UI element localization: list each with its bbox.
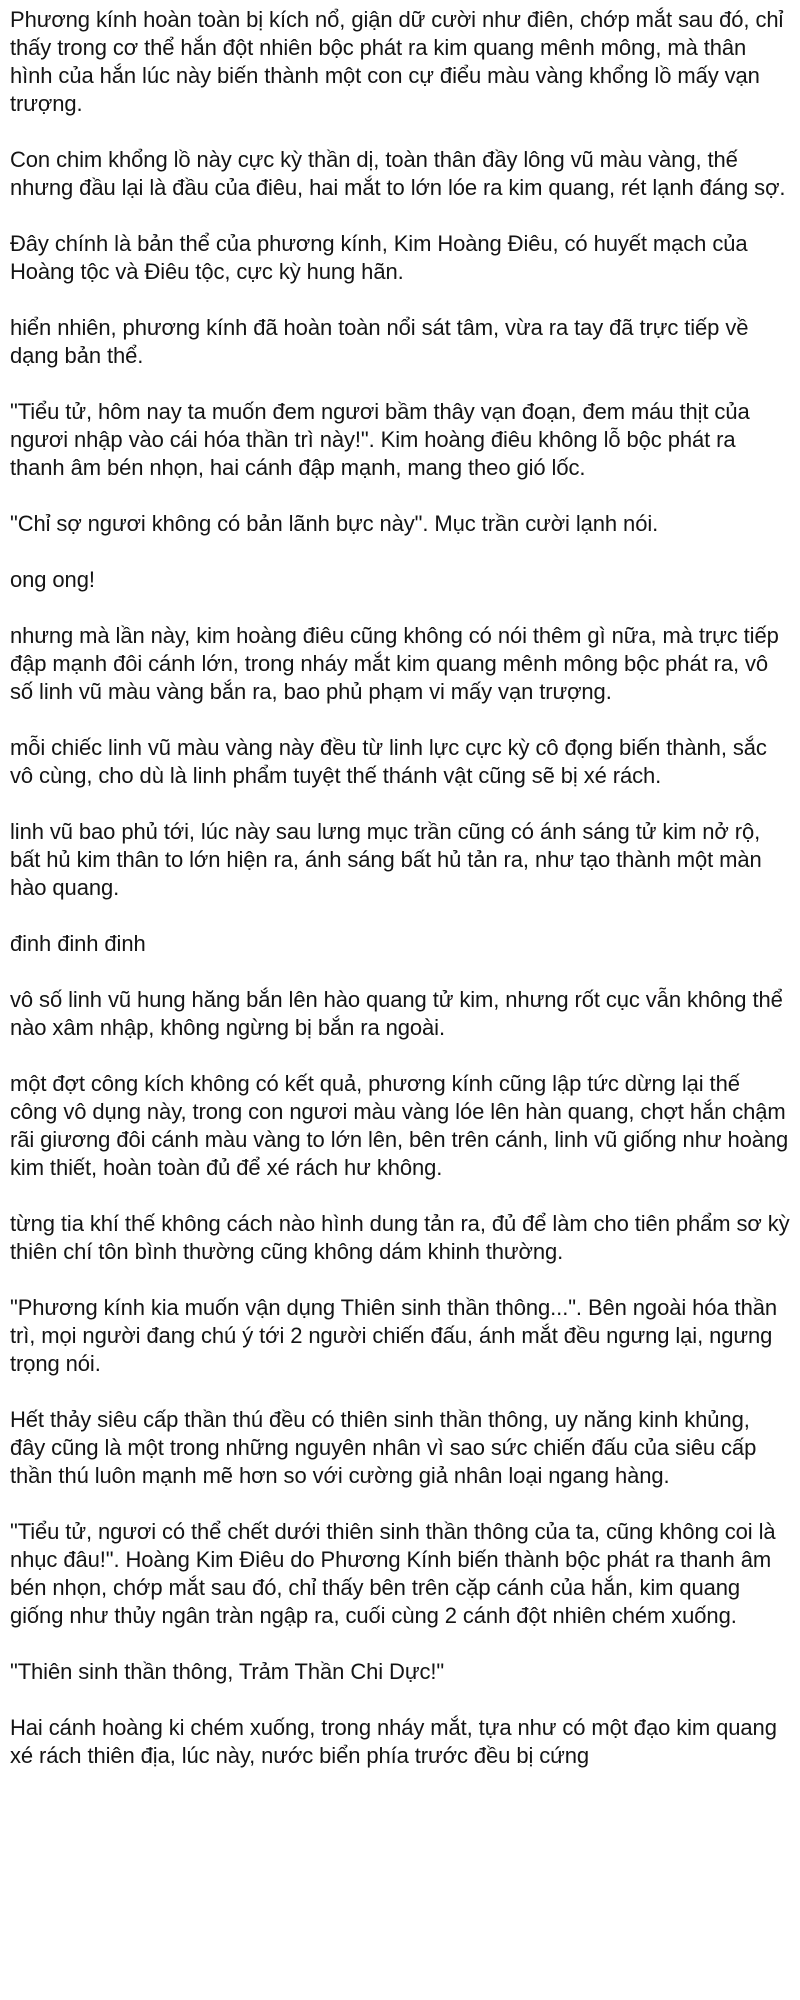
paragraph-8: nhưng mà lần này, kim hoàng điêu cũng không có nói thêm gì nữa, mà trực tiếp đập mạnh đôi cánh lớn, trong nháy mắt kim quang mênh mông bộc phát ra, vô số linh vũ màu vàng bắn ra, bao phủ phạm vi mấy vạn trượng. — [10, 623, 779, 704]
paragraph-5: "Tiểu tử, hôm nay ta muốn đem ngươi bầm thây vạn đoạn, đem máu thịt của ngươi nhập vào cái hóa thần trì này!". Kim hoàng điêu không lỗ bộc phát ra thanh âm bén nhọn, hai cánh đập mạnh, mang theo gió lốc. — [10, 399, 750, 480]
paragraph-17: "Tiểu tử, ngươi có thể chết dưới thiên sinh thần thông của ta, cũng không coi là nhục đâu!". Hoàng Kim Điêu do Phương Kính biến thành bộc phát ra thanh âm bén nhọn, chớp mắt sau đó, chỉ thấy bên trên cặp cánh của hắn, kim quang giống như thủy ngân tràn ngập ra, cuối cùng 2 cánh đột nhiên chém xuống. — [10, 1519, 776, 1628]
paragraph-13: một đợt công kích không có kết quả, phương kính cũng lập tức dừng lại thế công vô dụng này, trong con ngươi màu vàng lóe lên hàn quang, chợt hắn chậm rãi giương đôi cánh màu vàng to lớn lên, bên trên cánh, linh vũ giống như hoàng kim thiết, hoàn toàn đủ để xé rách hư không. — [10, 1071, 789, 1180]
paragraph-3: Đây chính là bản thể của phương kính, Kim Hoàng Điêu, có huyết mạch của Hoàng tộc và Điêu tộc, cực kỳ hung hãn. — [10, 231, 748, 284]
paragraph-19: Hai cánh hoàng ki chém xuống, trong nháy mắt, tựa như có một đạo kim quang xé rách thiên địa, lúc này, nước biển phía trước đều bị cứng — [10, 1715, 777, 1768]
paragraph-10: linh vũ bao phủ tới, lúc này sau lưng mục trần cũng có ánh sáng tử kim nở rộ, bất hủ kim thân to lớn hiện ra, ánh sáng bất hủ tản ra, như tạo thành một màn hào quang. — [10, 819, 762, 900]
paragraph-16: Hết thảy siêu cấp thần thú đều có thiên sinh thần thông, uy năng kinh khủng, đây cũng là một trong những nguyên nhân vì sao sức chiến đấu của siêu cấp thần thú luôn mạnh mẽ hơn so với cường giả nhân loại ngang hàng. — [10, 1407, 757, 1488]
paragraph-6: "Chỉ sợ ngươi không có bản lãnh bực này". Mục trần cười lạnh nói. — [10, 511, 659, 536]
paragraph-2: Con chim khổng lồ này cực kỳ thần dị, toàn thân đầy lông vũ màu vàng, thế nhưng đầu lại là đầu của điêu, hai mắt to lớn lóe ra kim quang, rét lạnh đáng sợ. — [10, 147, 786, 200]
paragraph-14: từng tia khí thế không cách nào hình dung tản ra, đủ để làm cho tiên phẩm sơ kỳ thiên chí tôn bình thường cũng không dám khinh thường. — [10, 1211, 790, 1264]
paragraph-4: hiển nhiên, phương kính đã hoàn toàn nổi sát tâm, vừa ra tay đã trực tiếp về dạng bản thể. — [10, 315, 749, 368]
paragraph-1: Phương kính hoàn toàn bị kích nổ, giận dữ cười như điên, chớp mắt sau đó, chỉ thấy trong cơ thể hắn đột nhiên bộc phát ra kim quang mênh mông, mà thân hình của hắn lúc này biến thành một con cự điểu màu vàng khổng lồ mấy vạn trượng. — [10, 7, 784, 116]
paragraph-7: ong ong! — [10, 567, 95, 592]
paragraph-15: "Phương kính kia muốn vận dụng Thiên sinh thần thông...". Bên ngoài hóa thần trì, mọi người đang chú ý tới 2 người chiến đấu, ánh mắt đều ngưng lại, ngưng trọng nói. — [10, 1295, 777, 1376]
article-body — [10, 6, 790, 1798]
paragraph-18: "Thiên sinh thần thông, Trảm Thần Chi Dực!" — [10, 1659, 445, 1684]
paragraph-12: vô số linh vũ hung hăng bắn lên hào quang tử kim, nhưng rốt cục vẫn không thể nào xâm nhập, không ngừng bị bắn ra ngoài. — [10, 987, 783, 1040]
paragraph-11: đinh đinh đinh — [10, 931, 146, 956]
paragraph-9: mỗi chiếc linh vũ màu vàng này đều từ linh lực cực kỳ cô đọng biến thành, sắc vô cùng, cho dù là linh phẩm tuyệt thế thánh vật cũng sẽ bị xé rách. — [10, 735, 767, 788]
